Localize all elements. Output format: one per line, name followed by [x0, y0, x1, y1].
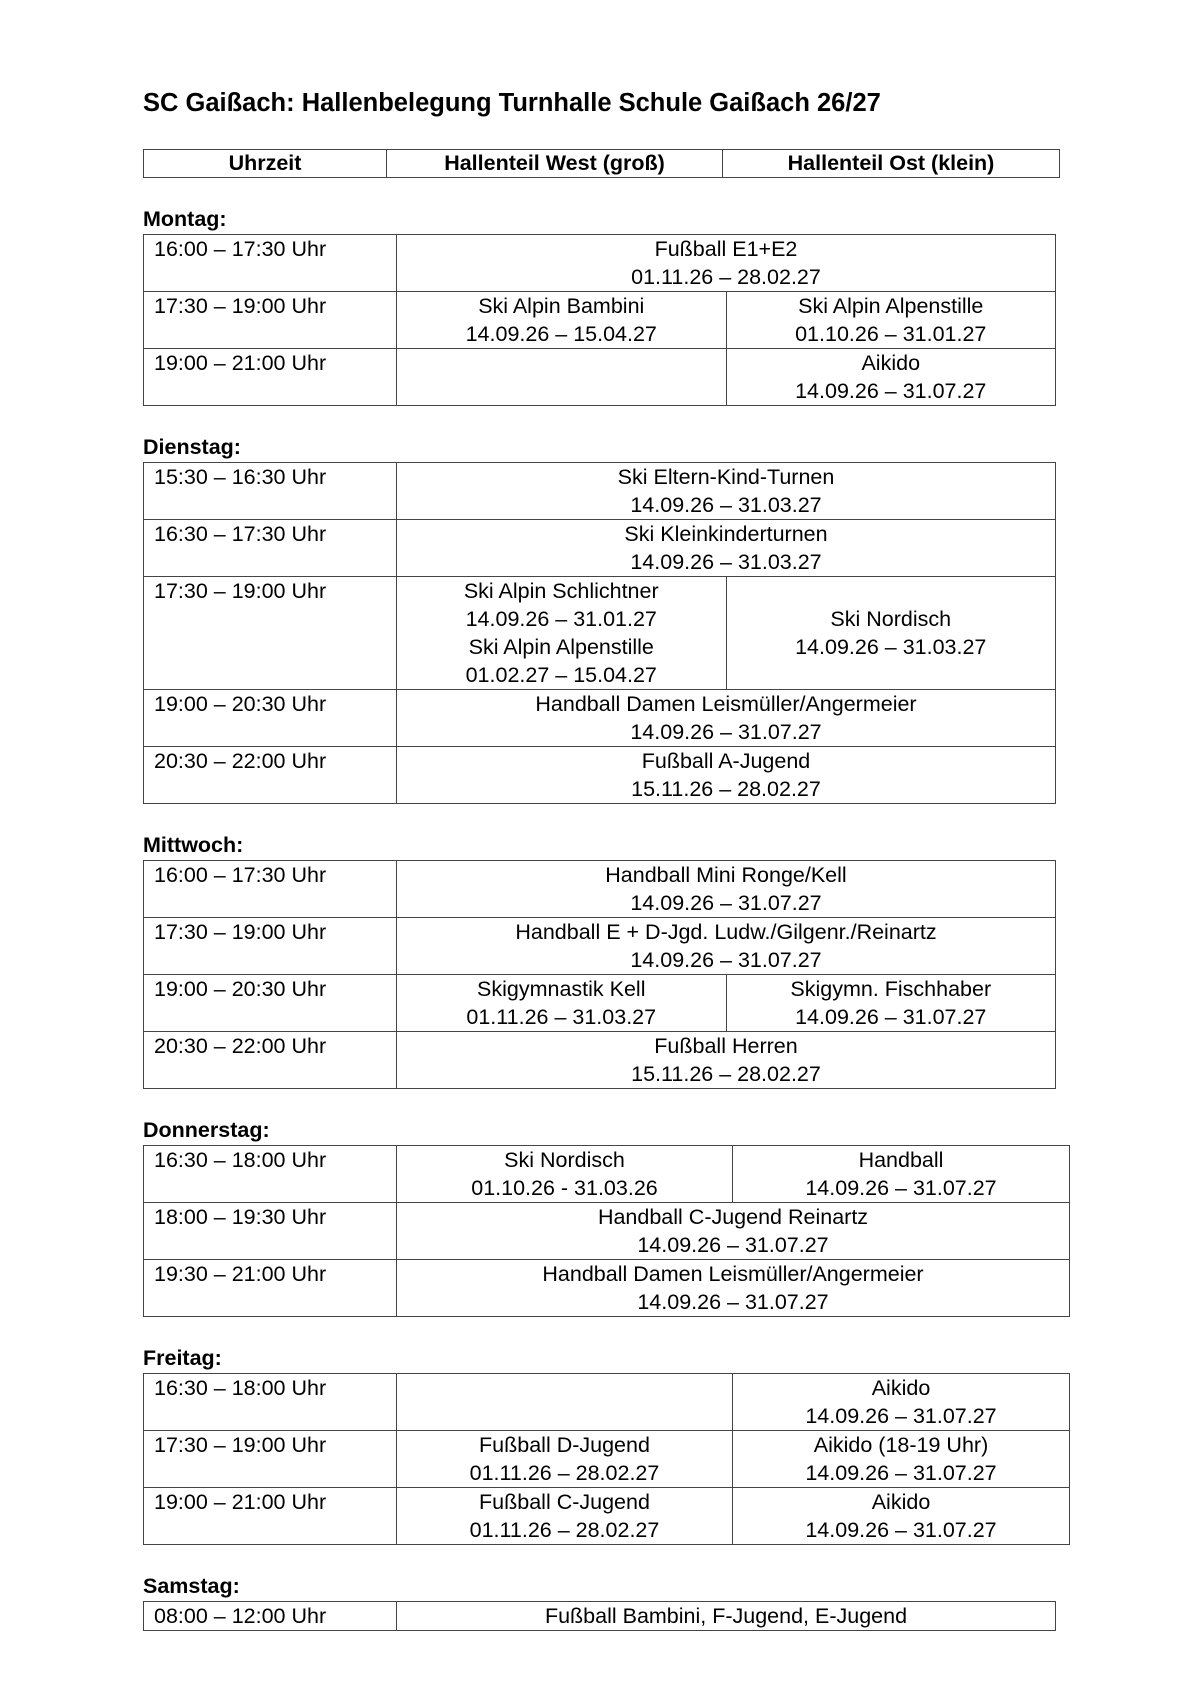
activity-name: Aikido [871, 1376, 931, 1400]
col-header-time: Uhrzeit [144, 150, 387, 178]
activity-name: Ski Nordisch [504, 1148, 625, 1172]
activity-cell-west-empty [397, 349, 727, 406]
activity-cell-full [397, 690, 1056, 747]
activity-dates: 15.11.26 – 28.02.27 [631, 1062, 821, 1086]
activity-name: Aikido (18-19 Uhr) [813, 1433, 989, 1457]
activity-cell-west [397, 577, 727, 690]
day-label-samstag: Samstag: [143, 1574, 240, 1598]
day-table-dienstag [143, 462, 1056, 804]
activity-dates: 14.09.26 – 31.03.27 [630, 493, 822, 517]
activity-dates: 14.09.26 – 31.07.27 [805, 1461, 997, 1485]
activity-cell-ost [733, 1488, 1070, 1545]
activity-dates: 01.10.26 – 31.01.27 [795, 322, 987, 346]
activity-cell-full [397, 861, 1056, 918]
time-cell: 17:30 – 19:00 Uhr [144, 292, 397, 349]
table-row [144, 1488, 1070, 1545]
activity-cell-full [397, 1032, 1056, 1089]
activity-name: Fußball E1+E2 [654, 237, 798, 261]
table-row [144, 1032, 1056, 1089]
activity-dates: 01.11.26 – 31.03.27 [466, 1005, 657, 1029]
activity-cell-ost [726, 577, 1056, 690]
activity-cell-west-empty [397, 1374, 733, 1431]
activity-cell-full [397, 463, 1056, 520]
time-cell: 19:00 – 21:00 Uhr [144, 349, 397, 406]
activity-cell-west [397, 1146, 733, 1203]
time-cell: 19:30 – 21:00 Uhr [144, 1260, 397, 1317]
time-cell: 19:00 – 21:00 Uhr [144, 1488, 397, 1545]
time-cell: 15:30 – 16:30 Uhr [144, 463, 397, 520]
activity-cell-full [397, 1260, 1070, 1317]
activity-name: Fußball D-Jugend [479, 1433, 650, 1457]
activity-cell-full [397, 1602, 1056, 1631]
activity-name: Handball E + D-Jgd. Ludw./Gilgenr./Reinartz [515, 920, 937, 944]
activity-dates: 14.09.26 – 31.07.27 [795, 379, 987, 403]
table-row [144, 520, 1056, 577]
day-label-freitag: Freitag: [143, 1346, 222, 1370]
table-row [144, 1146, 1070, 1203]
activity-name: Ski Alpin Alpenstille [798, 294, 984, 318]
activity-dates: 01.11.26 – 28.02.27 [469, 1518, 660, 1542]
activity-dates: 14.09.26 – 31.07.27 [630, 948, 822, 972]
table-row [144, 1203, 1070, 1260]
day-table-samstag [143, 1601, 1056, 1631]
activity-dates: 14.09.26 – 15.04.27 [465, 322, 657, 346]
activity-name: Aikido [861, 351, 921, 375]
page-title: SC Gaißach: Hallenbelegung Turnhalle Schule Gaißach 26/27 [143, 89, 881, 117]
activity-dates: 01.11.26 – 28.02.27 [469, 1461, 660, 1485]
activity-cell-full [397, 918, 1056, 975]
activity-dates: 15.11.26 – 28.02.27 [631, 777, 821, 801]
activity-name: Ski Nordisch [830, 607, 952, 631]
activity-name: Fußball A-Jugend [641, 749, 811, 773]
time-cell: 16:00 – 17:30 Uhr [144, 235, 397, 292]
activity-dates: 14.09.26 – 31.03.27 [630, 550, 822, 574]
activity-name: Ski Kleinkinderturnen [624, 522, 828, 546]
activity-dates: 01.02.27 – 15.04.27 [465, 663, 657, 687]
table-row [144, 1602, 1056, 1631]
table-row [144, 292, 1056, 349]
time-cell: 16:30 – 18:00 Uhr [144, 1374, 397, 1431]
time-cell: 19:00 – 20:30 Uhr [144, 690, 397, 747]
col-header-west: Hallenteil West (groß) [387, 150, 723, 178]
activity-dates: 01.10.26 - 31.03.26 [471, 1176, 658, 1200]
activity-dates: 14.09.26 – 31.07.27 [805, 1404, 997, 1428]
activity-dates: 01.11.26 – 28.02.27 [631, 265, 821, 289]
time-cell: 08:00 – 12:00 Uhr [144, 1602, 397, 1631]
activity-name: Fußball C-Jugend [479, 1490, 650, 1514]
activity-cell-full [397, 520, 1056, 577]
table-row [144, 463, 1056, 520]
day-table-freitag [143, 1373, 1070, 1545]
time-cell: 20:30 – 22:00 Uhr [144, 1032, 397, 1089]
time-cell: 17:30 – 19:00 Uhr [144, 577, 397, 690]
activity-name: Skigymnastik Kell [477, 977, 646, 1001]
activity-cell-ost [733, 1146, 1070, 1203]
activity-dates: 14.09.26 – 31.07.27 [630, 891, 822, 915]
day-label-donnerstag: Donnerstag: [143, 1118, 270, 1142]
time-cell: 18:00 – 19:30 Uhr [144, 1203, 397, 1260]
day-label-mittwoch: Mittwoch: [143, 833, 244, 857]
activity-dates: 14.09.26 – 31.07.27 [805, 1176, 997, 1200]
day-label-dienstag: Dienstag: [143, 435, 241, 459]
activity-cell-west [397, 1431, 733, 1488]
table-row [144, 1374, 1070, 1431]
table-row [144, 1431, 1070, 1488]
activity-name: Handball C-Jugend Reinartz [597, 1205, 869, 1229]
table-row [144, 975, 1056, 1032]
activity-dates: 14.09.26 – 31.07.27 [805, 1518, 997, 1542]
activity-cell-full [397, 235, 1056, 292]
activity-cell-west [397, 975, 727, 1032]
activity-cell-ost [726, 975, 1056, 1032]
time-cell: 16:30 – 17:30 Uhr [144, 520, 397, 577]
activity-cell-west [397, 1488, 733, 1545]
schedule-page [143, 86, 1056, 1631]
activity-cell-full [397, 747, 1056, 804]
activity-name: Ski Alpin Alpenstille [468, 635, 654, 659]
table-row [144, 1260, 1070, 1317]
activity-name: Skigymn. Fischhaber [790, 977, 992, 1001]
activity-name: Ski Alpin Schlichtner [463, 579, 659, 603]
activity-dates: 14.09.26 – 31.03.27 [795, 635, 987, 659]
day-table-mittwoch [143, 860, 1056, 1089]
table-row [144, 747, 1056, 804]
activity-name: Fußball Herren [654, 1034, 798, 1058]
activity-name: Handball [858, 1148, 944, 1172]
col-header-ost: Hallenteil Ost (klein) [723, 150, 1060, 178]
table-row [144, 577, 1056, 690]
activity-name: Handball Damen Leismüller/Angermeier [535, 692, 917, 716]
activity-dates: 14.09.26 – 31.07.27 [630, 720, 822, 744]
day-label-montag: Montag: [143, 207, 227, 231]
table-row [144, 690, 1056, 747]
activity-name: Ski Alpin Bambini [478, 294, 645, 318]
table-row [144, 861, 1056, 918]
column-header-row [144, 150, 1060, 178]
day-table-donnerstag [143, 1145, 1070, 1317]
activity-cell-ost [726, 292, 1056, 349]
time-cell: 16:30 – 18:00 Uhr [144, 1146, 397, 1203]
time-cell: 17:30 – 19:00 Uhr [144, 1431, 397, 1488]
activity-name: Aikido [871, 1490, 931, 1514]
activity-name: Handball Damen Leismüller/Angermeier [542, 1262, 924, 1286]
time-cell: 17:30 – 19:00 Uhr [144, 918, 397, 975]
day-table-montag [143, 234, 1056, 406]
activity-cell-west [397, 292, 727, 349]
column-header-table [143, 149, 1060, 178]
time-cell: 19:00 – 20:30 Uhr [144, 975, 397, 1032]
table-row [144, 918, 1056, 975]
activity-name: Fußball Bambini, F-Jugend, E-Jugend [544, 1604, 908, 1628]
table-row [144, 349, 1056, 406]
time-cell: 20:30 – 22:00 Uhr [144, 747, 397, 804]
activity-name: Handball Mini Ronge/Kell [605, 863, 847, 887]
activity-dates: 14.09.26 – 31.07.27 [637, 1290, 829, 1314]
activity-cell-ost [733, 1374, 1070, 1431]
activity-dates: 14.09.26 – 31.07.27 [795, 1005, 987, 1029]
activity-dates: 14.09.26 – 31.01.27 [465, 607, 657, 631]
activity-cell-full [397, 1203, 1070, 1260]
activity-name: Ski Eltern-Kind-Turnen [617, 465, 835, 489]
table-row [144, 235, 1056, 292]
time-cell: 16:00 – 17:30 Uhr [144, 861, 397, 918]
activity-cell-ost [726, 349, 1056, 406]
activity-dates: 14.09.26 – 31.07.27 [637, 1233, 829, 1257]
activity-cell-ost [733, 1431, 1070, 1488]
